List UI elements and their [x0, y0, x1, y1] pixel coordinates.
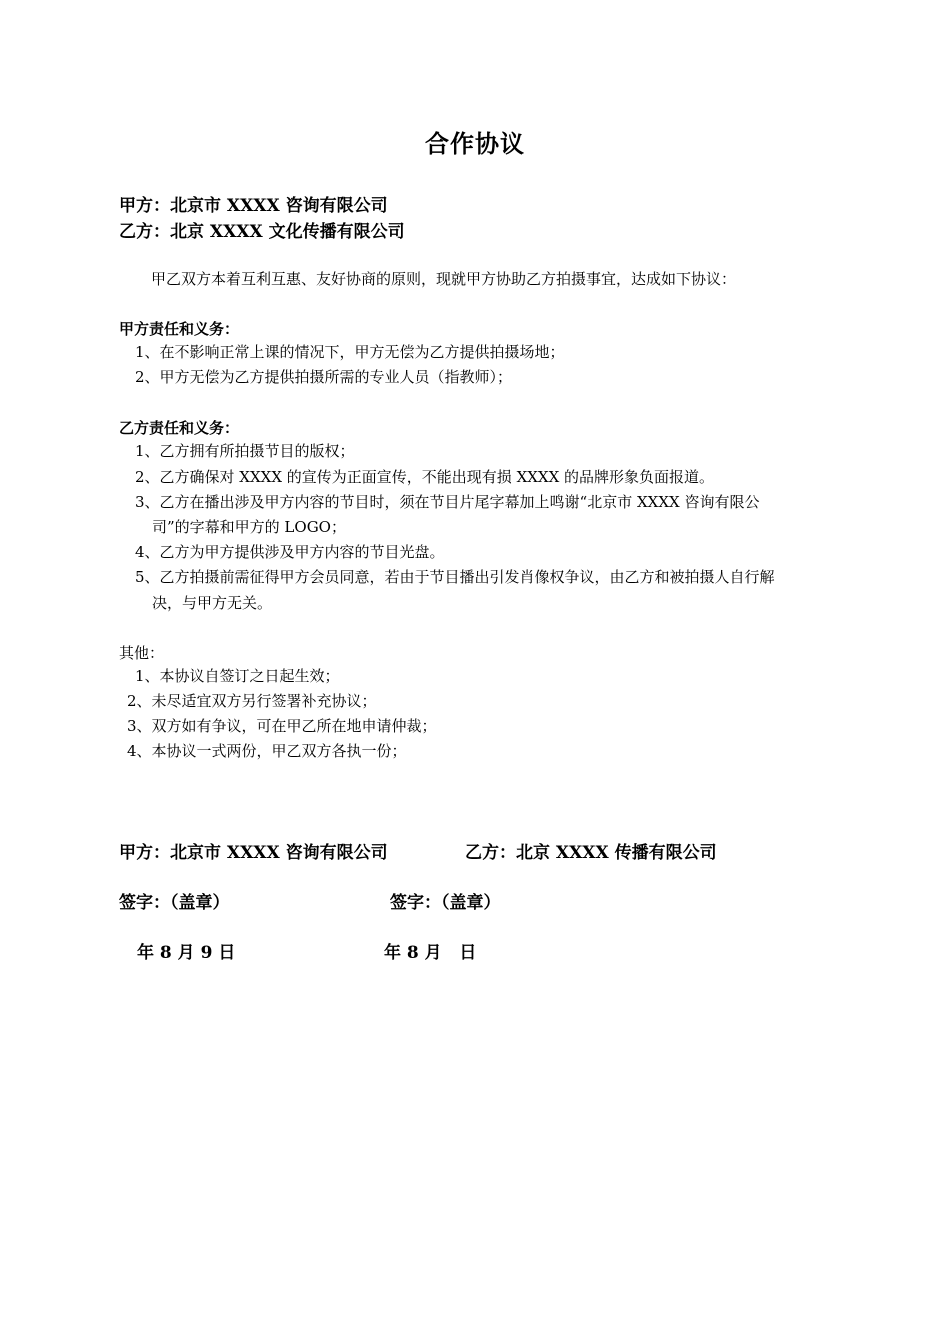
- section-a-item: 2、甲方无偿为乙方提供拍摄所需的专业人员（指教师）；: [135, 368, 513, 386]
- section-b-heading: 乙方责任和义务：: [119, 419, 240, 437]
- intro-paragraph: 甲乙双方本着互利互惠、友好协商的原则，现就甲方协助乙方拍摄事宜，达成如下协议：: [151, 270, 737, 288]
- sign-seal-b: 签字：（盖章）: [390, 893, 501, 913]
- section-a-heading: 甲方责任和义务：: [119, 320, 240, 338]
- section-b-item-continuation: 决，与甲方无关。: [152, 594, 273, 612]
- signature-party-b: 乙方：北京 XXXX 传播有限公司: [465, 843, 717, 863]
- section-other-heading: 其他：: [119, 644, 165, 662]
- party-a-header: 甲方：北京市 XXXX 咨询有限公司: [119, 196, 388, 216]
- section-other-item: 2、未尽适宜双方另行签署补充协议；: [127, 692, 377, 710]
- section-other-item: 3、双方如有争议，可在甲乙所在地申请仲裁；: [127, 717, 437, 735]
- section-other-item: 4、本协议一式两份，甲乙双方各执一份；: [127, 742, 407, 760]
- section-a-item: 1、在不影响正常上课的情况下，甲方无偿为乙方提供拍摄场地；: [135, 343, 565, 361]
- sign-seal-a: 签字：（盖章）: [119, 893, 230, 913]
- section-b-item: 2、乙方确保对 XXXX 的宣传为正面宣传，不能出现有损 XXXX 的品牌形象负面报道。: [135, 468, 715, 486]
- date-party-b: 年 8 月 日: [384, 943, 477, 963]
- section-b-item: 4、乙方为甲方提供涉及甲方内容的节目光盘。: [135, 543, 445, 561]
- section-b-item-continuation: 司”的字幕和甲方的 LOGO；: [152, 518, 346, 536]
- date-party-a: 年 8 月 9 日: [137, 943, 236, 963]
- document-title: 合作协议: [425, 129, 525, 158]
- party-b-header: 乙方：北京 XXXX 文化传播有限公司: [119, 222, 405, 242]
- signature-party-a: 甲方：北京市 XXXX 咨询有限公司: [119, 843, 388, 863]
- section-other-item: 1、本协议自签订之日起生效；: [135, 667, 340, 685]
- section-b-item: 5、乙方拍摄前需征得甲方会员同意，若由于节目播出引发肖像权争议，由乙方和被拍摄人自行解: [135, 568, 775, 586]
- section-b-item: 1、乙方拥有所拍摄节目的版权；: [135, 442, 355, 460]
- section-b-item: 3、乙方在播出涉及甲方内容的节目时，须在节目片尾字幕加上鸣谢“北京市 XXXX 咨询有限公: [135, 493, 760, 511]
